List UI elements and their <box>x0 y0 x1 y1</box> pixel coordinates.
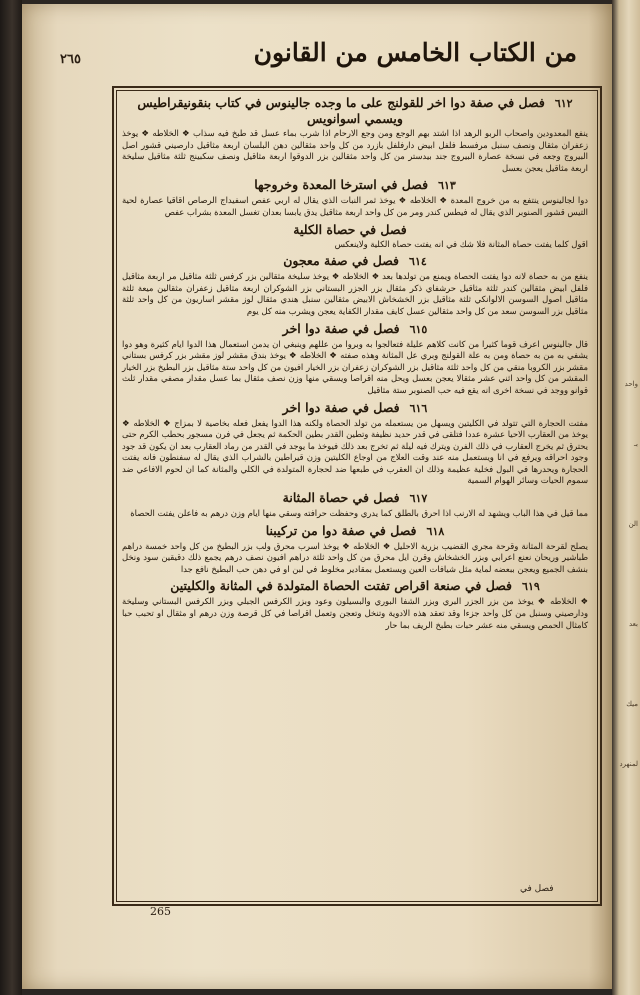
section-number: ٦١٨ <box>426 524 445 538</box>
section-heading: فصل في استرخا المعدة وخروجها <box>254 177 429 193</box>
section-heading: فصل في حصاة الكلية <box>293 221 407 237</box>
section <box>120 177 590 218</box>
section-body: مما قيل في هذا الباب ويشهد له الارنب اذا احرق بالطلق كما يدري وحفظت حرافته وسقي منها ايام وزن درهم به فاعلن يفتت الحصاة <box>130 508 588 519</box>
section <box>120 95 590 174</box>
section-heading: فصل في صفة دوا اخر <box>282 320 400 336</box>
section <box>120 578 590 631</box>
section-number: ٦١٧ <box>409 492 428 506</box>
section <box>120 253 590 317</box>
section-title <box>120 578 590 594</box>
section-title <box>120 95 590 126</box>
section-title <box>120 253 590 269</box>
section-title <box>120 222 590 237</box>
section-title <box>120 523 590 539</box>
page-number-arabic: ٢٦٥ <box>60 52 81 67</box>
section-heading: فصل في حصاة المثانة <box>282 490 400 506</box>
section <box>120 400 590 488</box>
section-title <box>120 490 590 506</box>
section-body: مفتت الحجارة التي تتولد في الكليتين ويسهل من يستعمله من تولد الحصاة ولكنه هذا الدوا يفعل فعله بخاصية لا بمزاج ❖ الخلاطه ❖ يوخذ من العقارب الاحيا عشرة عددا فتلقى في قدر حديد نظيفة وتطين القدر بطين الحكمة ثم يجعل في فرن مسجور بحطب الكرم حتى يحترق ثم يخرج العقارب في ذلك الفرن ويترك فيه ليلة ثم تخرج بعد ذلك فيوخذ ما يوجد في القدر من رماد العقارب بعد ان يكون قد جود وجود احراقه ويرفع في انا ويستعمل منه عند وقت العلاج من اوجاع الكليتين وزن قيراطين بالشراب الذي يقال له سفنطون فانه يفتت الحجارة ويحدرها في البول فخلية عظيمة وذلك ان العقرب في طبعها ضد لحجارة المتولدة في الكلي والمثانة كما ان لحوم الافاعي ضد سموم الحيات وسائر الهوام السمية <box>122 417 588 486</box>
catchword: فصل في <box>520 884 554 894</box>
section-number: ٦١٦ <box>409 401 428 415</box>
section-body: ينفع من به حصاة لانه دوا يفتت الحصاة ويمنع من تولدها بعد ❖ الخلاطه ❖ يوخذ سليخة مثقالين بزر كرفس ثلثة مثاقيل مر اربعة مثاقيل فلفل ابيض مثقالين كندر ثلثة مثاقيل حرشفاي ذكر مثقال بزر الجزر البستاني بزر الشوكران اربعة مثاقيل زعفران مثقالين ميعة ثلثة مثاقيل اصول السوسن الالوانكي ثلثة مثاقيل بزر الخشخاش الابيض مثقالين سنبل هندي مثقال لوز مقشر اساريون من كل واحد ثلثة مثاقيل بزر السوسن سعد من كل واحد مثقالين عسل كايف مقدار الكفاية يعجن ويشرب منه كل يوم <box>122 271 588 316</box>
edge-note: بعد <box>629 620 638 628</box>
edge-note: واحد <box>624 380 638 388</box>
section <box>120 490 590 520</box>
section-title <box>120 400 590 416</box>
section-heading: فصل في صنعة اقراص تفتت الحصاة المتولدة في المثانة والكليتين <box>170 578 513 594</box>
section-body: دوا لجالينوس ينتفع به من خروج المعدة ❖ الخلاطه ❖ يوخذ ثمر النبات الذي يقال له اربي عفص اسفيداج الرصاص اقاقيا عصارة لحية التيس قشور الصنوبر الذي يقال له فيطس كندر ومر من كل واحد اربعة مثاقيل يدق يابسا بعدان تغسل المعدة بشراب عفص <box>122 195 588 217</box>
section-body: ينفع المعدودين واصحاب الربو الرهد اذا اشتد بهم الوجع ومن وجع الارحام اذا شرب بماء عسل قد طبخ فيه سذاب ❖ الخلاطه ❖ يوخذ زعفران مثقال ونصف سنبل مرفسط فلفل ابيض دارفلفل بازرد من كل واحد مثقالين دهن البلسان اربعة مثاقيل دارصيني قشور اصل البيروج وجعه في نسخة عصارة البيروج جند بيدستر من كل واحد مثقالين بزر الدوقوا اربعة مثاقيل ونصف سكبينج ثلثة مثاقيل سليخة اربعة مثاقيل يعجن بعسل <box>122 128 588 173</box>
edge-note: الن <box>628 520 638 528</box>
section-heading: فصل في صفة معجون <box>283 253 400 269</box>
section-number: ٦١٥ <box>409 322 428 336</box>
section-body: قال جالينوس اعرف قوما كثيرا من كانت كلاهم عليلة فتعالجوا به وبروا من عللهم وينبغي ان يدمن استعمال هذا الدوا ايام كثيرة وهو دوا يشفي به من به حصاة ومن به علة القولنج وبري عل المثانة وهذه صفته ❖ الخلاطه ❖ يوخذ بندق مقشر لوز مقشر بزر كرفس بستاني مقشر بزر الكروبا منقي من كل واحد ثلثة مثاقيل بزر الشوكران زعفران بزر الخيار افيون من كل واحد ستة مثاقيل بزر البطيخ بزر الخيار المقشر من كل واحد اثني عشر مثقالا يعجن بعسل ويحل منه اقراصا ويسقي منها وزن نصف مثقال بما عسل مقدار مصفي مقدار ثلث قوانو ووجد في نسخة اخرى انه يقع فيه حب الصنوبر ستة مثاقيل <box>122 338 588 395</box>
section <box>120 222 590 251</box>
book-spine <box>0 0 22 995</box>
section-title <box>120 177 590 193</box>
edge-note: لمنهرد <box>619 760 638 768</box>
section-body: ❖ الخلاطه ❖ يوخذ من بزر الجزر البري وبزر الشفا البوري والبسيلون وعود وبزر الكرفس الجبلي وبزر الكرفس البستاني وسليخة ودارصيني وسنبل من كل واحد جزءا وقد تعقد هذه الادوية وتنخل وتعجن وتعمل اقراصا في كل قرصة وزن درهم او مثقال او تحبب حبا كامثال الحمص ويسقي منه عشر حبات بطبخ الريف بما حار <box>122 596 588 630</box>
text-block <box>120 92 590 898</box>
section-body: يصلح لقرحة المثانة وقرحة مجري القضيب بزرية الاحليل ❖ الخلاطه ❖ يوخذ اسرب محرق ولب بزر البطيخ من كل واحد خمسة دراهم طباشير وريحان نعنع اعرابي وبزر الخشخاش وقرن ايل محرق من كل واحد ثلثة دراهم افيون نصف درهم يجمع ذلك دقيقين سود ونخل بنشف الجميع ويعجن ببعضه لماية مثل شيافات العين ويستعمل بمقادير مخلوط في لبن او في دهن حب البطيخ نافع جدا <box>122 540 588 574</box>
section-heading: فصل في صفة دوا اخر <box>282 399 400 415</box>
section <box>120 321 590 397</box>
section-heading: فصل في صفة دوا من تركيبنا <box>265 522 417 538</box>
section-number: ٦١٤ <box>409 255 427 269</box>
section-number: ٦١٢ <box>554 97 573 110</box>
edge-note: ميك <box>626 700 638 708</box>
section <box>120 523 590 576</box>
section-body: اقول كلما يفتت حصاة المثانة فلا شك في انه يفتت حصاة الكلية ولاينعكس <box>334 238 588 249</box>
edge-note: بـ <box>634 440 638 448</box>
section-heading: فصل في صفة دوا اخر للقولنج على ما وجده جالينوس في كتاب بنقونيقراطيس ويسمي اسوانويس <box>137 95 545 126</box>
running-title: من الكتاب الخامس من القانون <box>253 38 577 67</box>
next-page-edge <box>612 0 640 995</box>
section-title <box>120 321 590 337</box>
footer-page-number: 265 <box>150 905 171 918</box>
page-header <box>50 34 595 86</box>
section-number: ٦١٩ <box>522 580 540 594</box>
section-number: ٦١٣ <box>438 179 456 193</box>
